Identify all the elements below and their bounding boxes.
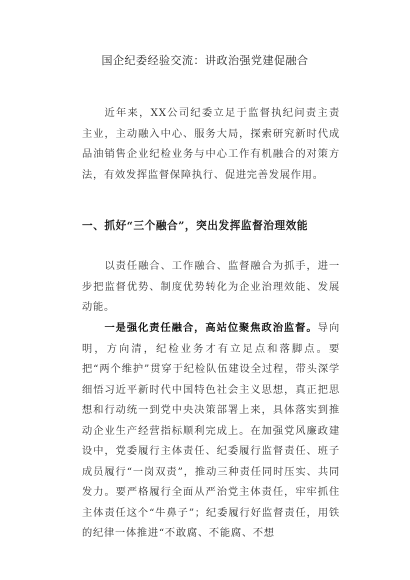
document-title: 国企纪委经验交流：讲政治强党建促融合 (101, 54, 309, 67)
body-paragraph (82, 318, 340, 545)
section-heading: 一、抓好“三个融合”，突出发挥监督治理效能 (82, 220, 309, 232)
section-intro-paragraph: 以责任融合、工作融合、监督融合为抓手，进一步把监督优势、制度优势转化为企业治理效能、发展动能。 (82, 261, 340, 313)
paragraph-lead: 一是强化责任融合，高站位聚焦政治监督。 (104, 322, 318, 334)
paragraph-body: 导向明，方向清，纪检业务才有立足点和落脚点。要把“两个维护”贯穿于纪检队伍建设全过程，带头深学细悟习近平新时代中国特色社会主义思想，真正把思想和行动统一到党中央决策部署上来，具体落实到推动企业生产经营指标顺利完成上。在加强党风廉政建设中，党委履行主体责任、纪委履行监督责任、班子成员履行“一岗双责”，推动三种责任同时压实、共同发力。要严格履行全面从严治党主体责任，牢牢抓住主体责任这个“牛鼻子”；纪委履行好监督责任，用铁的纪律一体推进“不敢腐、不能腐、不想 (82, 323, 340, 539)
intro-paragraph: 近年来，XX公司纪委立足于监督执纪问责主责主业，主动融入中心、服务大局，探索研究新时代成品油销售企业纪检业务与中心工作有机融合的对策方法，有效发挥监督保障执行、促进完善发展作用。 (82, 108, 340, 181)
